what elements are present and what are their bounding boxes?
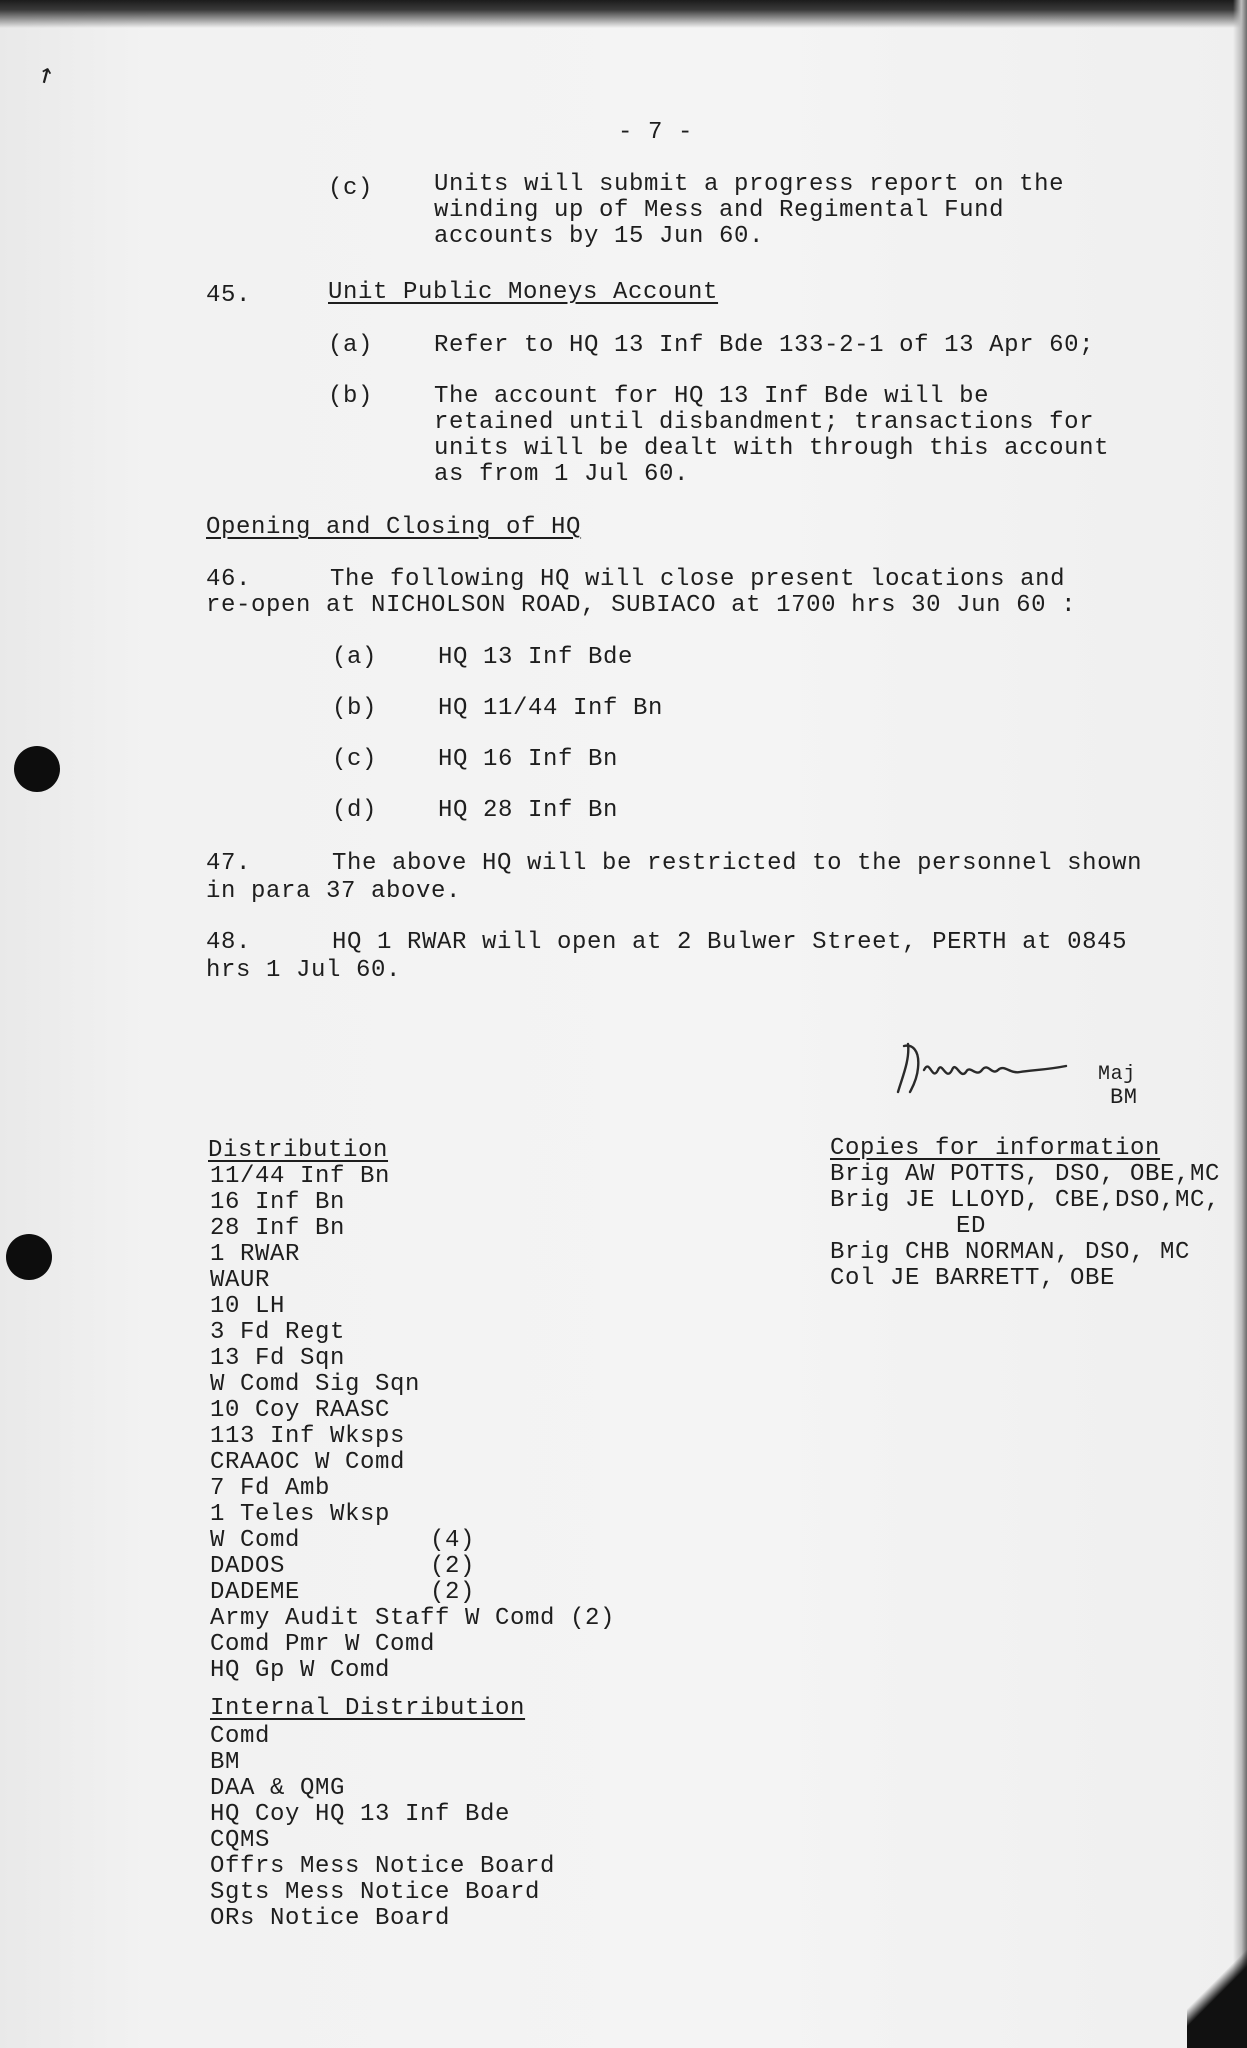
item-c-line-3: accounts by 15 Jun 60. (434, 223, 765, 250)
distribution-item: 11/44 Inf Bn (210, 1163, 391, 1190)
para-46-item-a-text: HQ 13 Inf Bde (438, 644, 634, 671)
distribution-item: CRAAOC W Comd (210, 1449, 406, 1476)
para-46-item-c-text: HQ 16 Inf Bn (438, 746, 619, 773)
scan-right-edge (1233, 0, 1247, 2048)
internal-distribution-item: HQ Coy HQ 13 Inf Bde (210, 1801, 511, 1828)
internal-distribution-item: DAA & QMG (210, 1775, 346, 1802)
distribution-item: W Comd Sig Sqn (210, 1371, 421, 1398)
distribution-item: 10 Coy RAASC (210, 1397, 391, 1424)
distribution-counted-name: W Comd (210, 1527, 301, 1554)
distribution-item: 13 Fd Sqn (210, 1345, 346, 1372)
punch-hole-top (14, 746, 60, 792)
corner-mark: ↗ (30, 57, 61, 93)
item-c-label: (c) (328, 175, 374, 202)
para-46-item-d-label: (d) (332, 797, 378, 824)
distribution-item: 10 LH (210, 1293, 286, 1320)
copies-heading: Copies for information (830, 1135, 1161, 1162)
section-heading: Opening and Closing of HQ (206, 514, 582, 541)
para-45-a-label: (a) (328, 332, 374, 359)
para-45-b-label: (b) (328, 383, 374, 410)
handwritten-signature (890, 1030, 1080, 1100)
distribution-counted-count: (2) (430, 1579, 476, 1606)
scan-corner-shadow (1187, 1928, 1247, 2048)
distribution-item: 3 Fd Regt (210, 1319, 346, 1346)
para-45-b-line-1: The account for HQ 13 Inf Bde will be (434, 383, 990, 410)
para-45-b-line-4: as from 1 Jul 60. (434, 461, 690, 488)
para-45-heading: Unit Public Moneys Account (328, 279, 719, 306)
internal-distribution-item: Comd (210, 1723, 271, 1750)
scan-top-shadow (0, 0, 1247, 28)
internal-distribution-item: ORs Notice Board (210, 1905, 451, 1932)
item-c-line-2: winding up of Mess and Regimental Fund (434, 197, 1005, 224)
distribution-item: WAUR (210, 1267, 271, 1294)
distribution-counted-count: (2) (430, 1553, 476, 1580)
distribution-item: Comd Pmr W Comd (210, 1631, 436, 1658)
para-48-line-2: hrs 1 Jul 60. (206, 957, 402, 984)
para-46-number: 46. (206, 566, 252, 593)
para-46-item-b-text: HQ 11/44 Inf Bn (438, 695, 664, 722)
copies-line: Brig JE LLOYD, CBE,DSO,MC, (830, 1187, 1221, 1214)
distribution-item: 28 Inf Bn (210, 1215, 346, 1242)
para-47-line-1: The above HQ will be restricted to the personnel shown (332, 850, 1143, 877)
distribution-item: HQ Gp W Comd (210, 1657, 391, 1684)
para-47-line-2: in para 37 above. (206, 878, 462, 905)
internal-distribution-item: CQMS (210, 1827, 271, 1854)
item-c-line-1: Units will submit a progress report on the (434, 171, 1065, 198)
distribution-heading: Distribution (208, 1137, 389, 1164)
distribution-counted-name: DADEME (210, 1579, 301, 1606)
internal-distribution-item: Offrs Mess Notice Board (210, 1853, 556, 1880)
signature-title: BM (1110, 1085, 1138, 1110)
para-45-a-text: Refer to HQ 13 Inf Bde 133-2-1 of 13 Apr 60; (434, 332, 1095, 359)
signature-suffix: Maj (1098, 1063, 1136, 1086)
distribution-counted-name: DADOS (210, 1553, 286, 1580)
punch-hole-bottom (6, 1234, 52, 1280)
page-number: - 7 - (618, 119, 694, 146)
para-46-item-c-label: (c) (332, 746, 378, 773)
distribution-item: Army Audit Staff W Comd (2) (210, 1605, 616, 1632)
internal-distribution-item: BM (210, 1749, 241, 1776)
copies-line: Brig AW POTTS, DSO, OBE,MC (830, 1161, 1221, 1188)
distribution-item: 113 Inf Wksps (210, 1423, 406, 1450)
internal-distribution-item: Sgts Mess Notice Board (210, 1879, 541, 1906)
para-48-number: 48. (206, 929, 252, 956)
copies-line: Brig CHB NORMAN, DSO, MC (830, 1239, 1191, 1266)
internal-distribution-heading: Internal Distribution (210, 1695, 526, 1722)
para-46-line-2: re-open at NICHOLSON ROAD, SUBIACO at 1700 hrs 30 Jun 60 : (206, 592, 1077, 619)
para-47-number: 47. (206, 850, 252, 877)
para-48-line-1: HQ 1 RWAR will open at 2 Bulwer Street, PERTH at 0845 (332, 929, 1128, 956)
para-45-number: 45. (206, 282, 252, 309)
para-45-b-line-3: units will be dealt with through this account (434, 435, 1110, 462)
para-45-b-line-2: retained until disbandment; transactions for (434, 409, 1095, 436)
para-46-line-1: The following HQ will close present locations and (330, 566, 1066, 593)
distribution-item: 1 RWAR (210, 1241, 301, 1268)
distribution-counted-count: (4) (430, 1527, 476, 1554)
distribution-item: 16 Inf Bn (210, 1189, 346, 1216)
copies-line: Col JE BARRETT, OBE (830, 1265, 1116, 1292)
para-46-item-a-label: (a) (332, 644, 378, 671)
copies-line: ED (956, 1213, 987, 1240)
para-46-item-d-text: HQ 28 Inf Bn (438, 797, 619, 824)
distribution-item: 1 Teles Wksp (210, 1501, 391, 1528)
para-46-item-b-label: (b) (332, 695, 378, 722)
distribution-item: 7 Fd Amb (210, 1475, 331, 1502)
